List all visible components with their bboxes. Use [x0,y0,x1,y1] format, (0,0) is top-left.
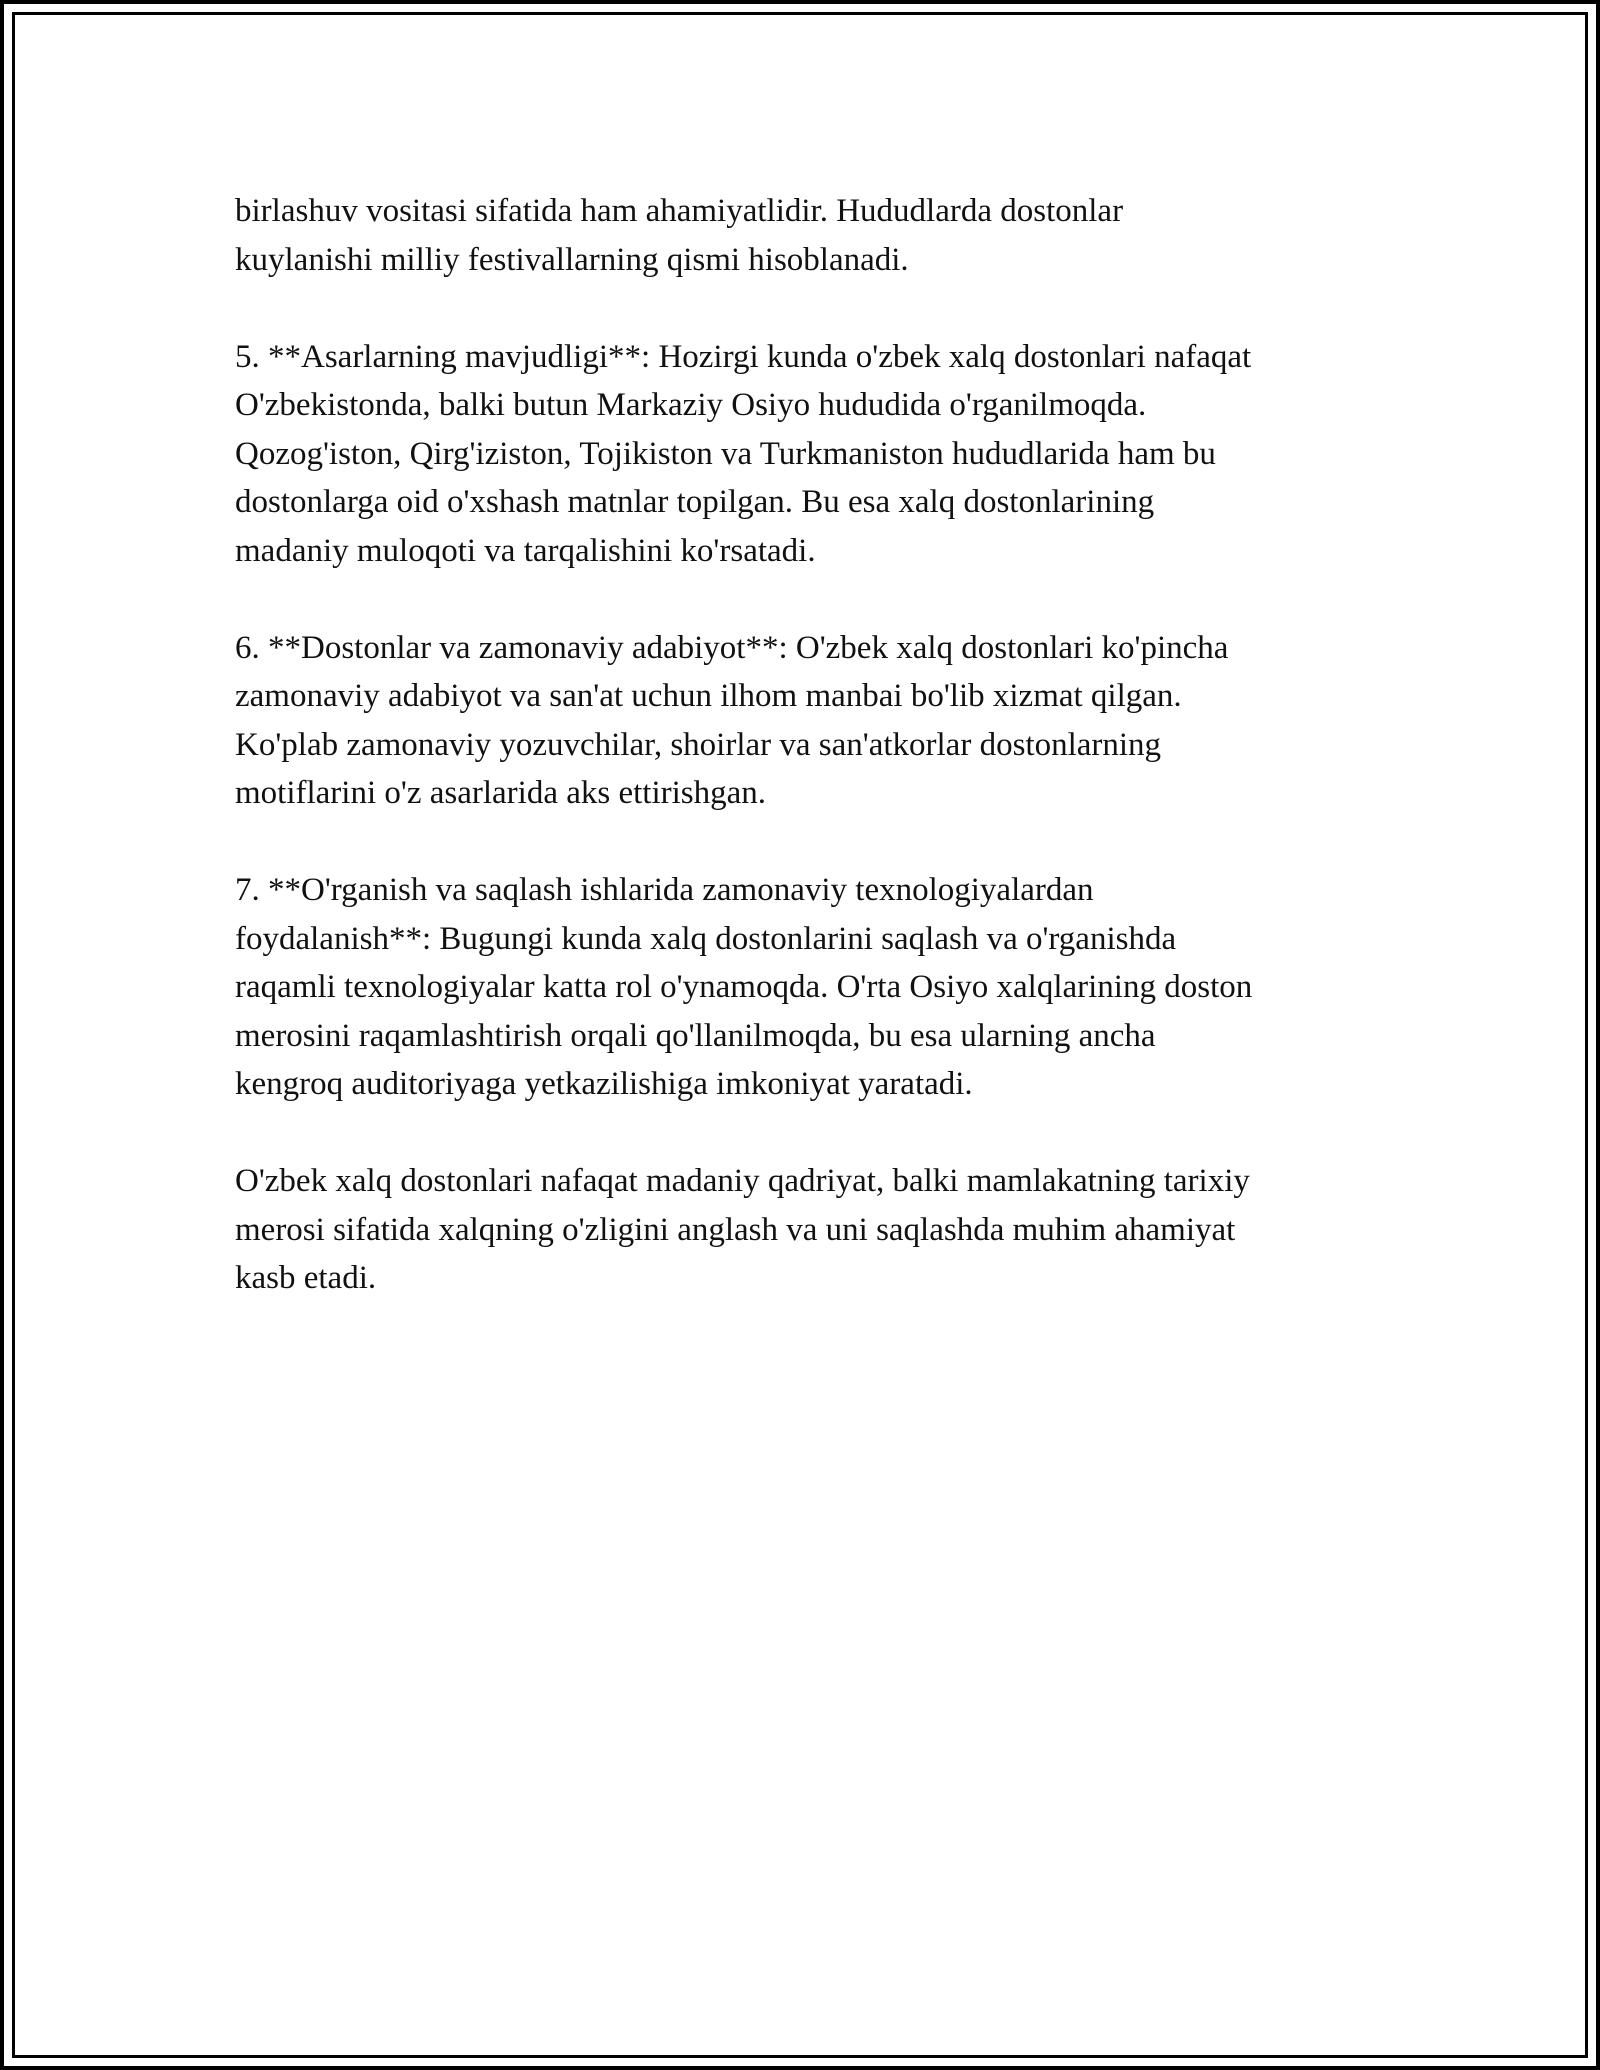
paragraph-item-5: 5. **Asarlarning mavjudligi**: Hozirgi kunda o'zbek xalq dostonlari nafaqat O'zbekistonda, balki butun Markaziy Osiyo hududida o'rganilmoqda. Qozog'iston, Qirg'iziston, Tojikiston va Turkmaniston hududlarida ham bu dostonlarga oid o'xshash matnlar topilgan. Bu esa xalq dostonlarining madaniy muloqoti va tarqalishini ko'rsatadi. [235,338,1252,569]
paragraph-conclusion: O'zbek xalq dostonlari nafaqat madaniy qadriyat, balki mamlakatning tarixiy merosi sifatida xalqning o'zligini anglash va uni saqlashda muhim ahamiyat kasb etadi. [235,1163,1250,1296]
paragraph-item-7: 7. **O'rganish va saqlash ishlarida zamonaviy texnologiyalardan foydalanish**: Bugungi kunda xalq dostonlarini saqlash va o'rganishda raqamli texnologiyalar katta rol o'ynamoqda. O'rta Osiyo xalqlarining doston merosini raqamlashtirish orqali qo'llanilmoqda, bu esa ularning ancha kengroq auditoriyaga yetkazilishiga imkoniyat yaratadi. [235,872,1253,1102]
document-body [235,187,1395,1351]
paragraph-continuation: birlashuv vositasi sifatida ham ahamiyatlidir. Hududlarda dostonlar kuylanishi milliy festivallarning qismi hisoblanadi. [235,193,1124,278]
paragraph-item-6: 6. **Dostonlar va zamonaviy adabiyot**: O'zbek xalq dostonlari ko'pincha zamonaviy adabiyot va san'at uchun ilhom manbai bo'lib xizmat qilgan. Ko'plab zamonaviy yozuvchilar, shoirlar va san'atkorlar dostonlarning motiflarini o'z asarlarida aks ettirishgan. [235,629,1229,811]
